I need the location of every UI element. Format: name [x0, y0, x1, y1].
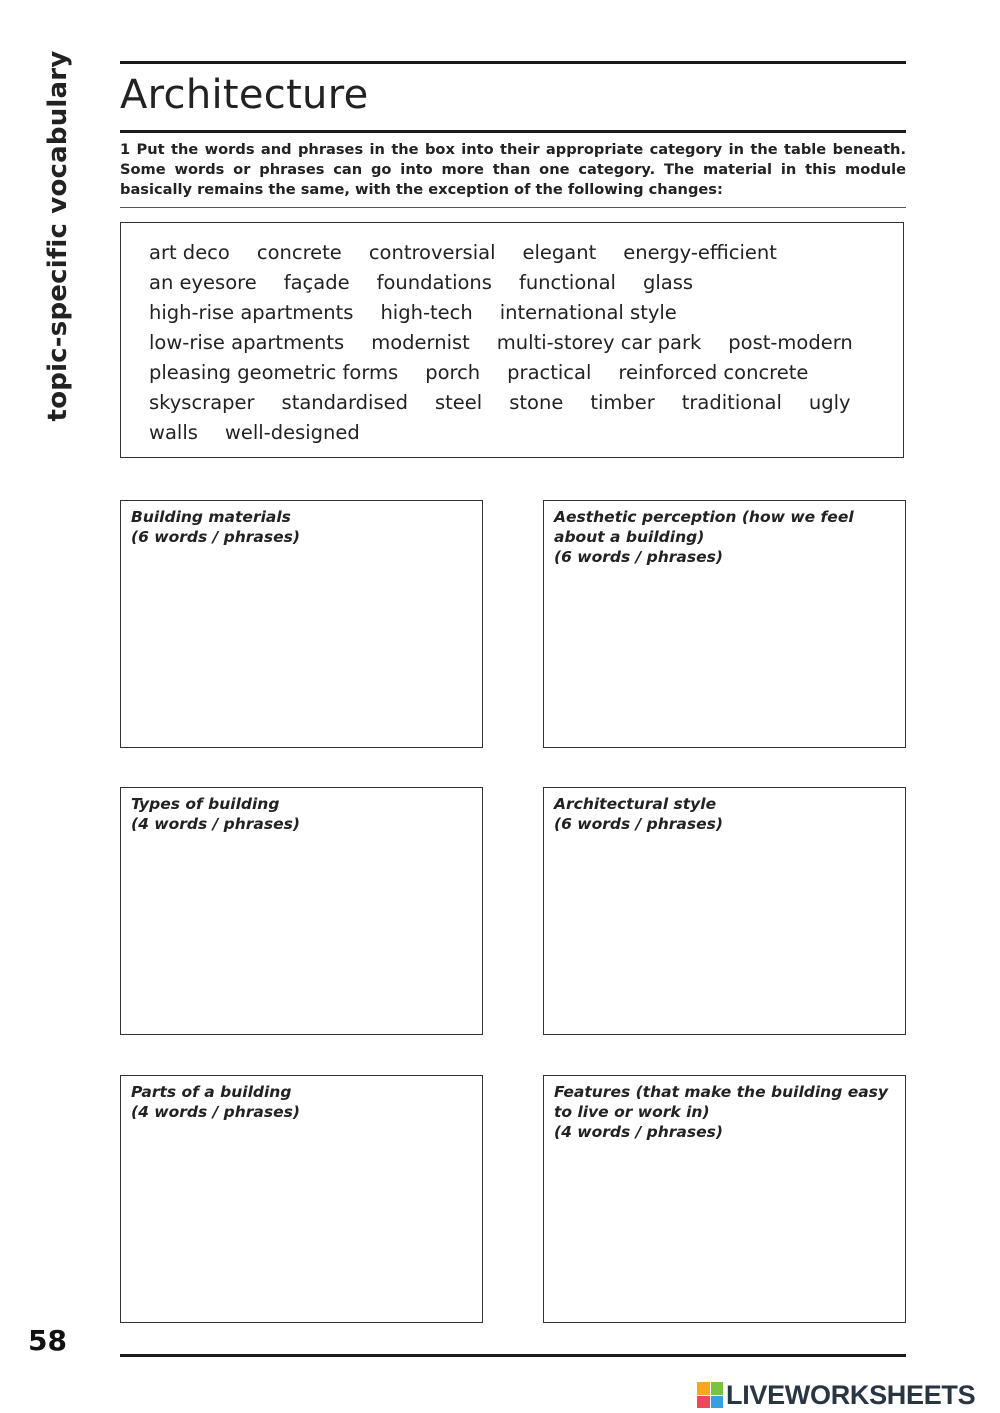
- word-item[interactable]: façade: [283, 271, 350, 294]
- top-rule: [120, 61, 906, 64]
- word-item[interactable]: standardised: [281, 391, 408, 414]
- category-box-types-of-building[interactable]: [120, 787, 483, 1035]
- word-item[interactable]: high-tech: [380, 301, 473, 324]
- word-line: [149, 391, 878, 414]
- word-line: [149, 271, 720, 294]
- word-item[interactable]: timber: [590, 391, 655, 414]
- word-item[interactable]: ugly: [808, 391, 851, 414]
- word-item[interactable]: stone: [509, 391, 564, 414]
- category-title: Features (that make the building easy to live or work in): [554, 1083, 888, 1121]
- category-title: Building materials: [131, 508, 291, 526]
- word-item[interactable]: skyscraper: [149, 391, 255, 414]
- word-item[interactable]: low-rise apartments: [149, 331, 345, 354]
- category-box-architectural-style[interactable]: [543, 787, 906, 1035]
- category-box-aesthetic-perception[interactable]: [543, 500, 906, 748]
- word-item[interactable]: post-modern: [728, 331, 853, 354]
- word-item[interactable]: concrete: [256, 241, 342, 264]
- category-box-features[interactable]: [543, 1075, 906, 1323]
- instruction-text: 1 Put the words and phrases in the box into their appropriate category in the table beneath. Some words or phrases can go into more than one category. The material in this module basically remains the same, with the exception of the following changes:: [120, 141, 906, 198]
- word-item[interactable]: porch: [425, 361, 481, 384]
- liveworksheets-logo-icon: [697, 1382, 723, 1408]
- category-count: (4 words / phrases): [554, 1123, 723, 1141]
- page-title: Architecture: [120, 72, 369, 118]
- word-box: [120, 222, 904, 458]
- category-box-building-materials[interactable]: [120, 500, 483, 748]
- logo-square: [697, 1396, 710, 1409]
- word-item[interactable]: controversial: [368, 241, 496, 264]
- title-rule: [120, 130, 906, 133]
- word-line: [149, 421, 387, 444]
- category-box-parts-of-a-building[interactable]: [120, 1075, 483, 1323]
- category-title: Types of building: [131, 795, 280, 813]
- word-item[interactable]: international style: [499, 301, 677, 324]
- instruction-rule: [120, 207, 906, 208]
- word-item[interactable]: foundations: [376, 271, 492, 294]
- word-line: [149, 331, 880, 354]
- category-count: (6 words / phrases): [131, 528, 300, 546]
- word-line: [149, 241, 804, 264]
- word-item[interactable]: reinforced concrete: [618, 361, 809, 384]
- category-title: Parts of a building: [131, 1083, 292, 1101]
- category-count: (4 words / phrases): [131, 815, 300, 833]
- category-count: (6 words / phrases): [554, 815, 723, 833]
- word-item[interactable]: well-designed: [224, 421, 360, 444]
- logo-square: [697, 1382, 710, 1395]
- liveworksheets-brand[interactable]: [697, 1378, 975, 1412]
- word-item[interactable]: functional: [518, 271, 616, 294]
- word-item[interactable]: walls: [149, 421, 198, 444]
- word-item[interactable]: pleasing geometric forms: [149, 361, 399, 384]
- word-item[interactable]: traditional: [681, 391, 782, 414]
- word-item[interactable]: art deco: [149, 241, 230, 264]
- word-line: [149, 361, 835, 384]
- word-item[interactable]: elegant: [522, 241, 597, 264]
- bottom-rule: [120, 1354, 906, 1357]
- logo-square: [711, 1382, 724, 1395]
- word-item[interactable]: steel: [435, 391, 483, 414]
- category-count: (4 words / phrases): [131, 1103, 300, 1121]
- category-title: Architectural style: [554, 795, 717, 813]
- word-item[interactable]: multi-storey car park: [496, 331, 702, 354]
- category-count: (6 words / phrases): [554, 548, 723, 566]
- word-item[interactable]: glass: [642, 271, 694, 294]
- word-item[interactable]: energy-efficient: [623, 241, 777, 264]
- brand-name: LIVEWORKSHEETS: [726, 1379, 976, 1410]
- word-item[interactable]: modernist: [371, 331, 470, 354]
- word-item[interactable]: an eyesore: [149, 271, 257, 294]
- word-item[interactable]: practical: [507, 361, 592, 384]
- category-title: Aesthetic perception (how we feel about a building): [554, 508, 854, 546]
- word-line: [149, 301, 704, 324]
- page-number: 58: [28, 1324, 67, 1357]
- side-label: topic-specific vocabulary: [43, 50, 73, 422]
- logo-square: [711, 1396, 724, 1409]
- word-item[interactable]: high-rise apartments: [149, 301, 354, 324]
